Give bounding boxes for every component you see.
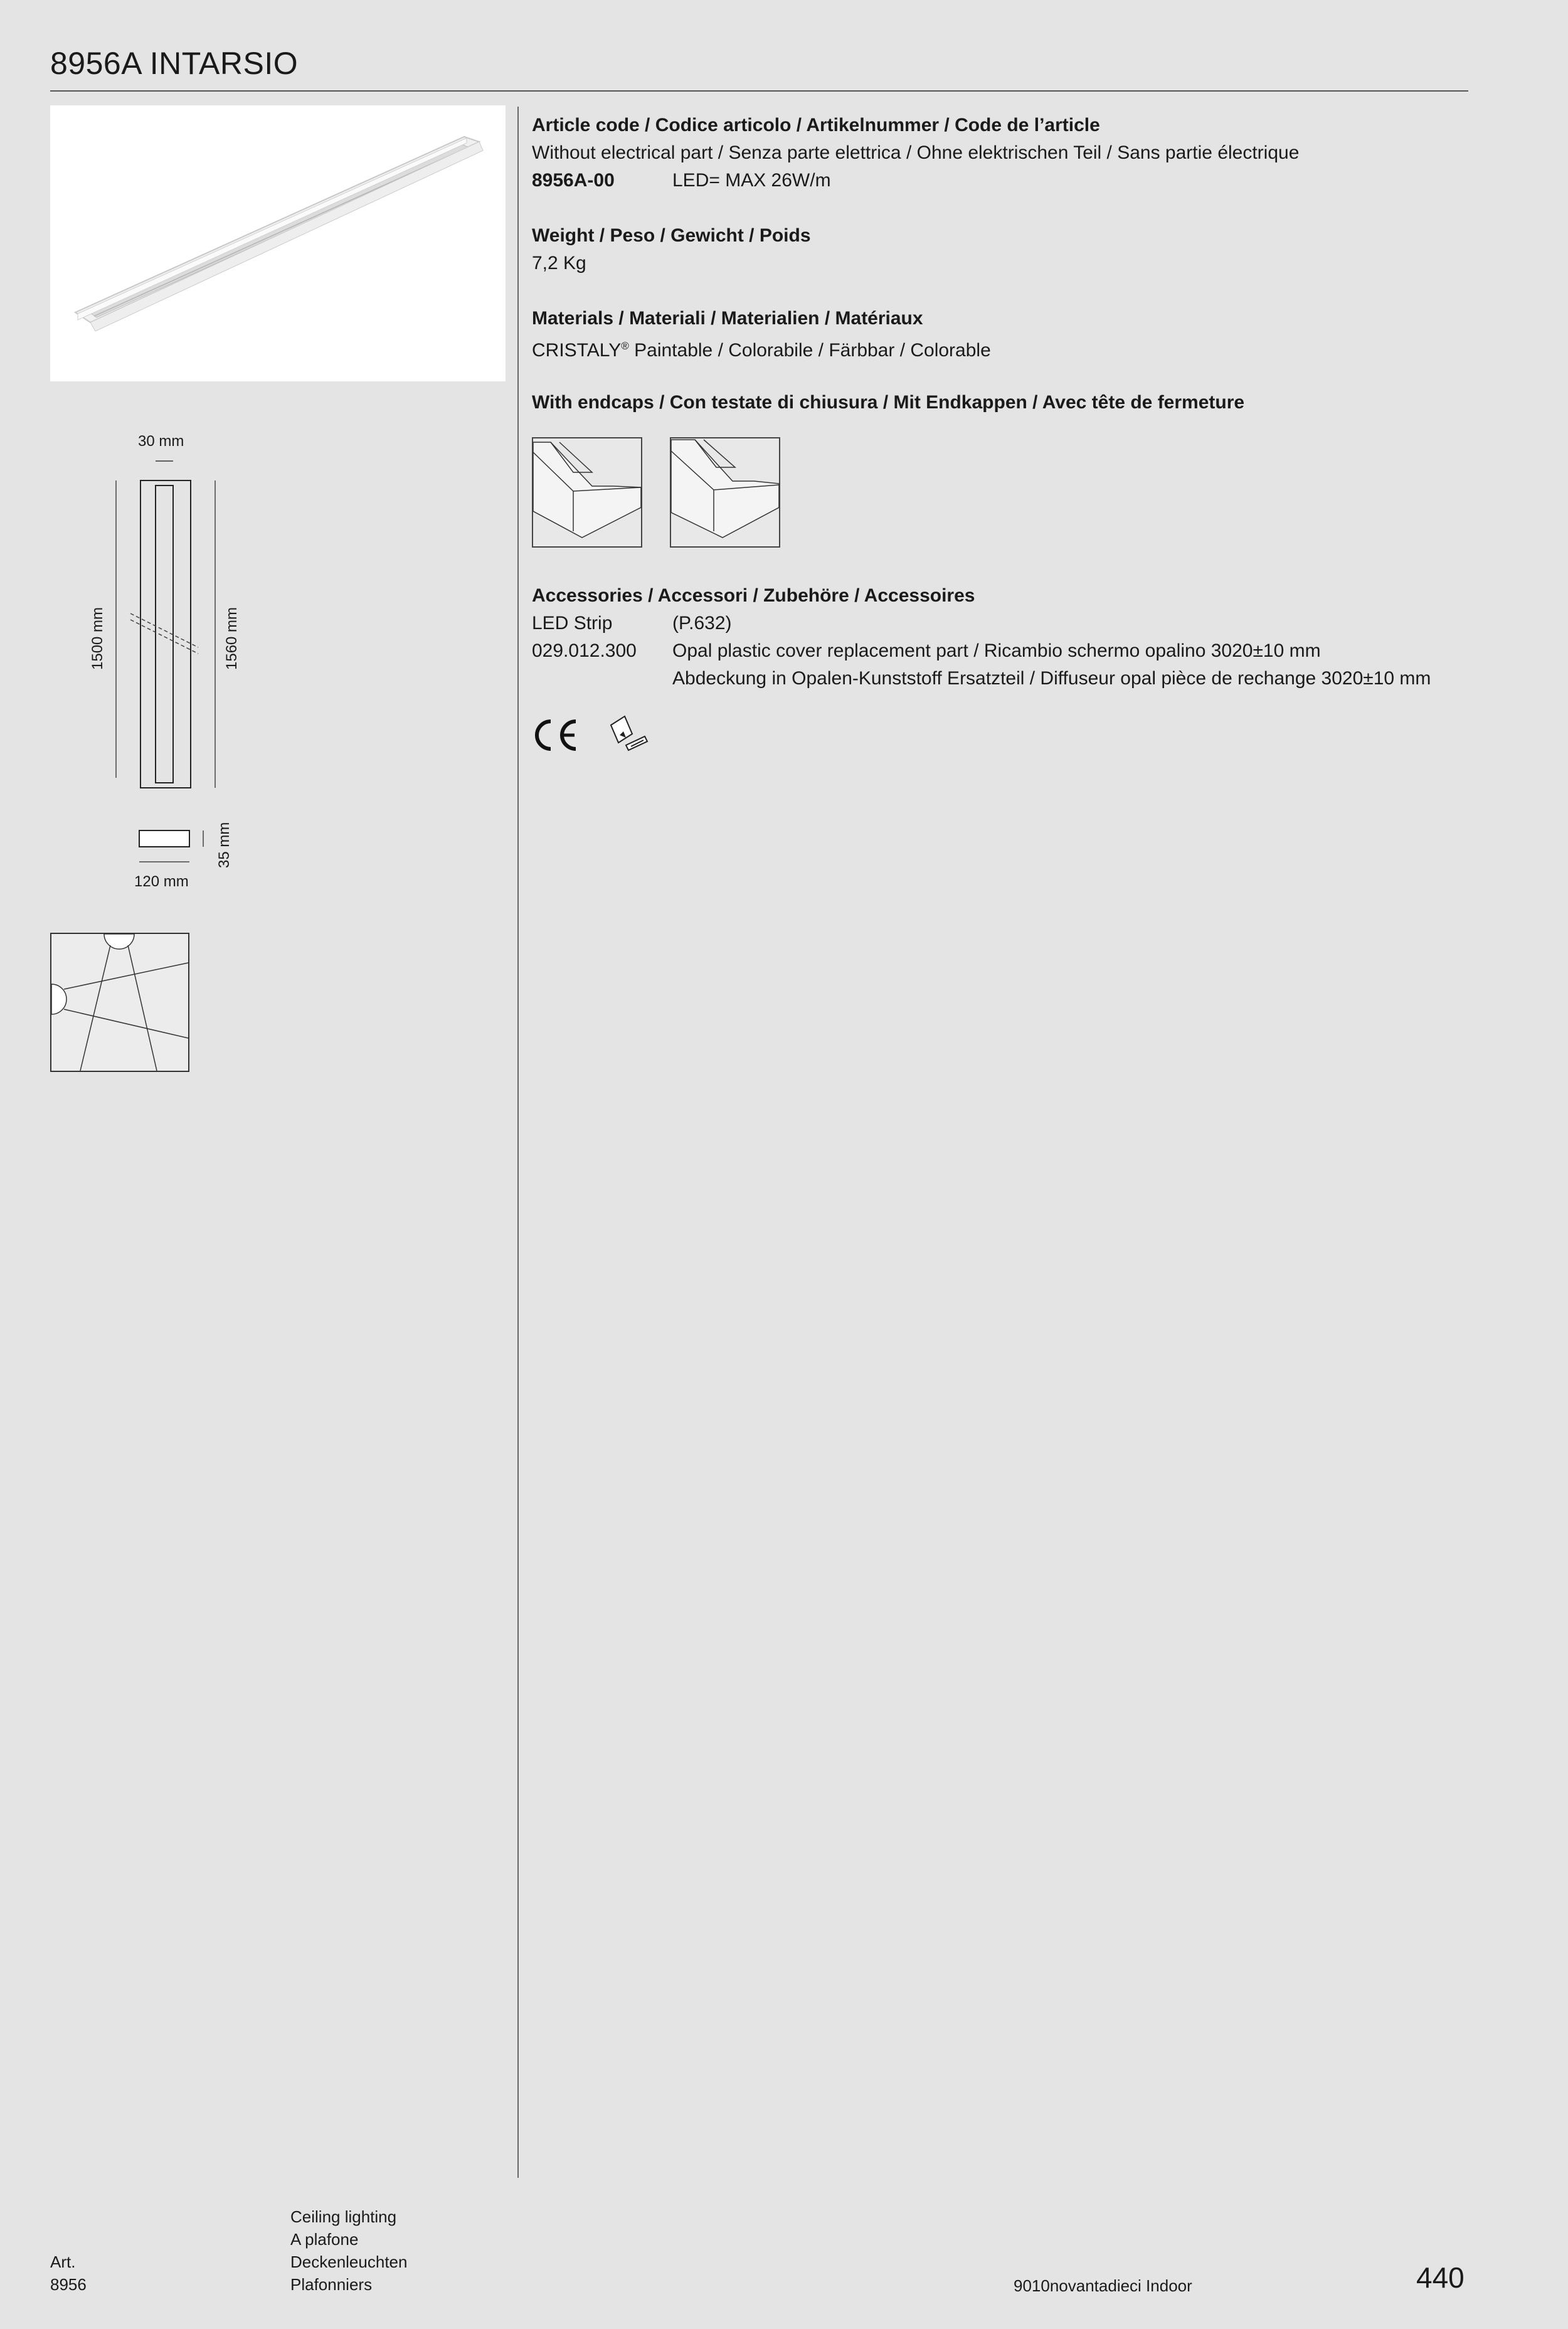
title-divider xyxy=(50,90,1468,92)
accessory-code: 029.012.300 xyxy=(532,640,637,661)
flammability-surface-icon xyxy=(607,713,651,756)
accessories-heading: Accessories / Accessori / Zubehöre / Accessoires xyxy=(532,585,975,606)
article-code: 8956A-00 xyxy=(532,170,615,191)
dim-depth: 35 mm xyxy=(216,822,233,868)
materials-heading: Materials / Materiali / Materialien / Matériaux xyxy=(532,308,923,329)
weight-value: 7,2 Kg xyxy=(532,253,586,273)
accessory-desc: Abdeckung in Opalen-Kunststoff Ersatzteil / Diffuseur opal pièce de rechange 3020±10 mm xyxy=(672,668,1431,689)
ce-mark-icon xyxy=(532,718,580,753)
footer-category xyxy=(290,2205,407,2296)
product-photo xyxy=(50,105,506,381)
article-code-row xyxy=(532,167,831,194)
materials-brand: CRISTALY xyxy=(532,340,622,361)
materials-text: Paintable / Colorabile / Färbbar / Colorable xyxy=(628,340,991,361)
dimension-drawing xyxy=(82,427,270,891)
materials-value xyxy=(532,332,991,364)
category-line: A plafone xyxy=(290,2230,359,2249)
page-title: 8956A INTARSIO xyxy=(50,46,299,81)
light-distribution-diagram xyxy=(50,933,189,1072)
endcap-illustration-right xyxy=(670,437,780,548)
dim-height-inner: 1500 mm xyxy=(89,607,106,670)
weight-heading: Weight / Peso / Gewicht / Poids xyxy=(532,225,811,246)
endcap-illustration-left xyxy=(532,437,642,548)
category-line: Plafonniers xyxy=(290,2275,373,2294)
dim-width-bottom: 120 mm xyxy=(134,873,189,890)
footer-art-label: Art. xyxy=(50,2252,76,2271)
endcaps-heading: With endcaps / Con testate di chiusura / Mit Endkappen / Avec tête de fermeture xyxy=(532,392,1245,413)
dim-height-outer: 1560 mm xyxy=(223,607,240,670)
dim-width-top: 30 mm xyxy=(138,433,184,450)
category-line: Ceiling lighting xyxy=(290,2207,397,2226)
category-line: Deckenleuchten xyxy=(290,2252,408,2271)
page-number: 440 xyxy=(1416,2261,1465,2294)
column-divider xyxy=(517,107,519,2178)
accessory-row xyxy=(532,665,1431,692)
footer-brand: 9010novantadieci Indoor xyxy=(1014,2276,1192,2295)
accessory-desc: Opal plastic cover replacement part / Ricambio schermo opalino 3020±10 mm xyxy=(672,640,1321,661)
article-heading: Article code / Codice articolo / Artikelnummer / Code de l’article xyxy=(532,115,1100,135)
accessory-row xyxy=(532,610,732,637)
article-subheading: Without electrical part / Senza parte elettrica / Ohne elektrischen Teil / Sans partie électrique xyxy=(532,142,1300,163)
article-code-desc: LED= MAX 26W/m xyxy=(672,170,831,191)
accessory-desc: (P.632) xyxy=(672,613,732,634)
footer-art-number: 8956 xyxy=(50,2275,87,2294)
accessory-row xyxy=(532,637,1321,665)
accessory-code: LED Strip xyxy=(532,613,613,634)
registered-mark: ® xyxy=(621,340,629,352)
